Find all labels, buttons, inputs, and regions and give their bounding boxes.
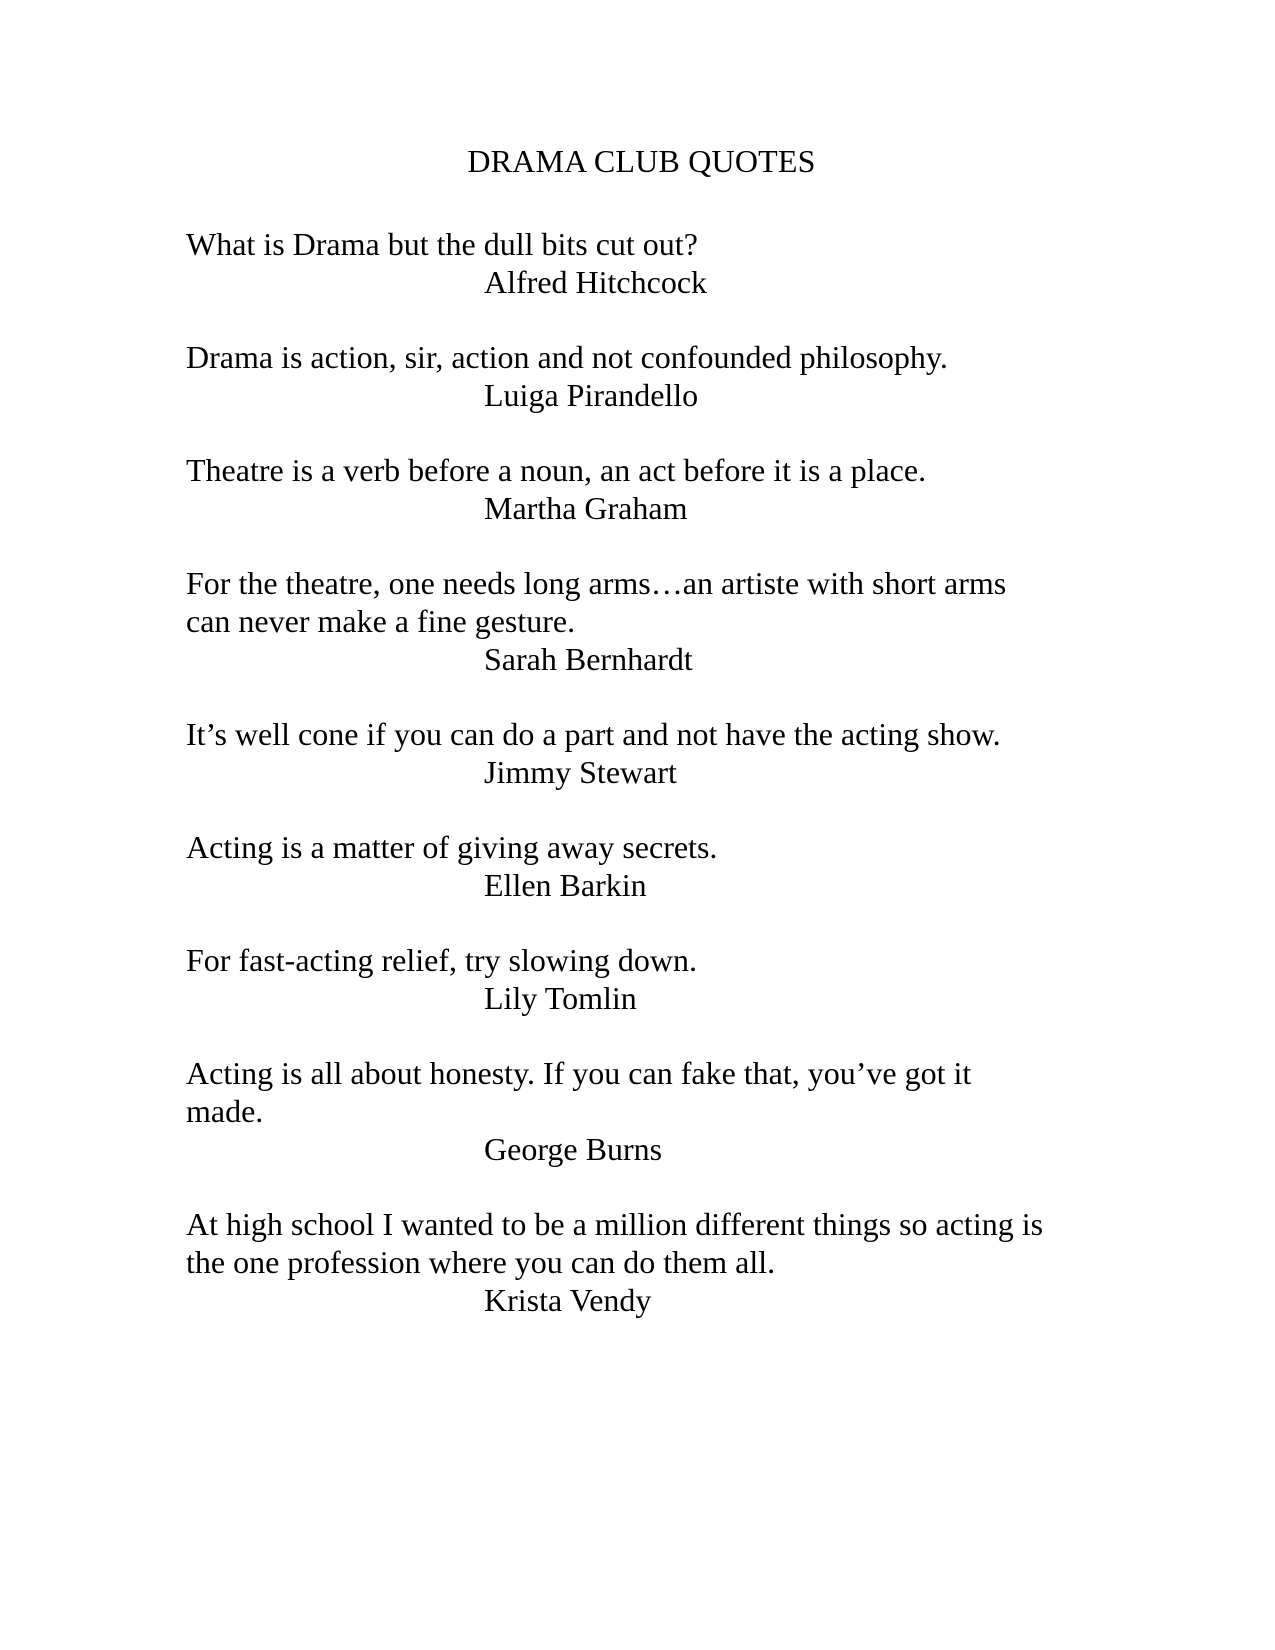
quote-text-line: Acting is a matter of giving away secrets. [186,829,718,865]
quote-text-line: Theatre is a verb before a noun, an act before it is a place. [186,452,927,488]
quote-item [186,1054,1086,1168]
quote-text-line: the one profession where you can do them all. [186,1244,776,1280]
quote-text-line: Drama is action, sir, action and not confounded philosophy. [186,339,948,375]
quote-list [186,225,1086,1356]
quote-author: Lily Tomlin [484,980,637,1016]
quote-text-line: For the theatre, one needs long arms…an artiste with short arms [186,565,1007,601]
quote-author: Krista Vendy [484,1282,652,1318]
quote-item [186,715,1086,791]
quote-text-line: Acting is all about honesty. If you can fake that, you’ve got it [186,1055,972,1091]
quote-author: Ellen Barkin [484,867,647,903]
quote-item [186,225,1086,301]
quote-text-line: For fast-acting relief, try slowing down. [186,942,697,978]
quote-text-line: At high school I wanted to be a million different things so acting is [186,1206,1044,1242]
quote-author: Jimmy Stewart [484,754,677,790]
quote-author: George Burns [484,1131,663,1167]
quote-item [186,451,1086,527]
quote-item [186,564,1086,678]
quote-text-line: made. [186,1093,264,1129]
quote-item [186,338,1086,414]
quote-item [186,1205,1086,1319]
quote-text-line: can never make a fine gesture. [186,603,576,639]
quote-item [186,941,1086,1017]
quote-author: Sarah Bernhardt [484,641,693,677]
quote-author: Martha Graham [484,490,688,526]
quote-author: Alfred Hitchcock [484,264,708,300]
quote-text-line: What is Drama but the dull bits cut out? [186,226,698,262]
document-title: DRAMA CLUB QUOTES [467,143,816,179]
quote-author: Luiga Pirandello [484,377,699,413]
quote-text-line: It’s well cone if you can do a part and not have the acting show. [186,716,1001,752]
quote-item [186,828,1086,904]
